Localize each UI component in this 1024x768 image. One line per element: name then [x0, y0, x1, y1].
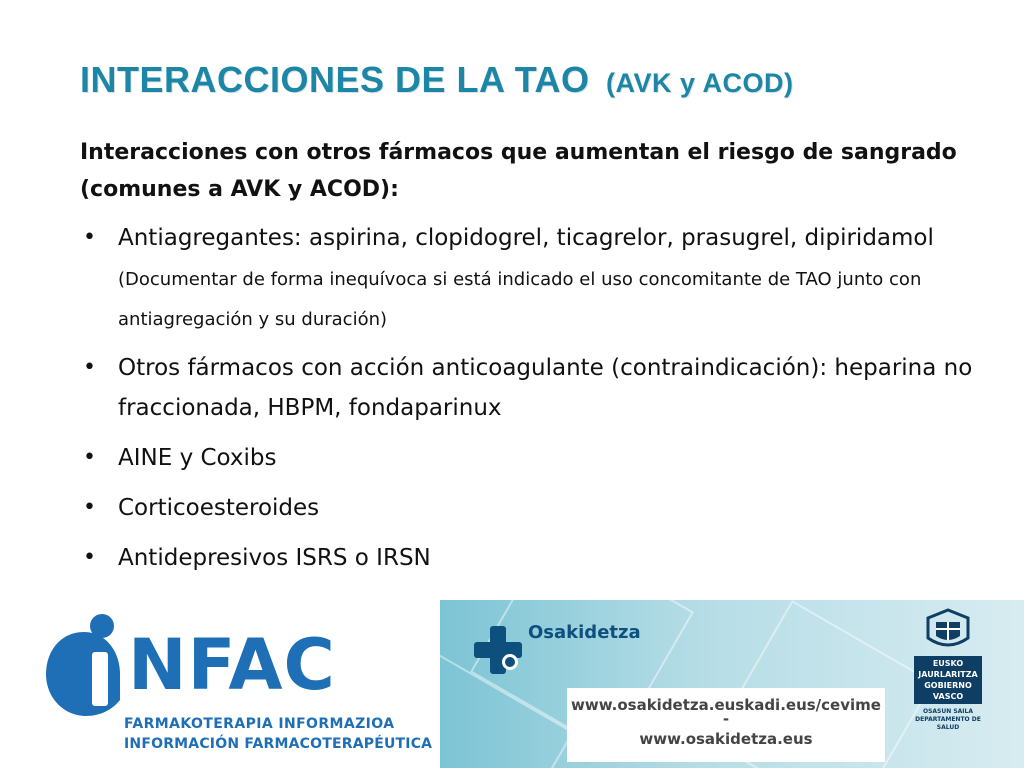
bullet-list [80, 218, 980, 578]
infac-wordmark: NFAC [128, 624, 336, 706]
bullet-text: Antiagregantes: aspirina, clopidogrel, ticagrelor, prasugrel, dipiridamol [118, 225, 934, 251]
bullet-marker: • [83, 495, 96, 520]
gobierno-vasco-label [914, 656, 982, 704]
bullet-marker: • [83, 355, 96, 380]
infac-tagline-es: INFORMACIÓN FARMACOTERAPÉUTICA [124, 736, 433, 752]
slide-title [80, 58, 1000, 105]
infac-i-icon [44, 612, 124, 722]
gv-dept-es: DEPARTAMENTO DE SALUD [915, 716, 981, 731]
bullet-corticoesteroides [80, 488, 980, 528]
gobierno-vasco-logo [908, 608, 988, 748]
bullet-aine [80, 438, 980, 478]
url-osakidetza[interactable]: www.osakidetza.eus [639, 730, 813, 748]
gv-dept-eu: OSASUN SAILA [922, 708, 974, 715]
slide-title-sub: (AVK y ACOD) [606, 68, 794, 98]
infac-logo [44, 612, 433, 760]
bullet-marker: • [83, 545, 96, 570]
bullet-text: AINE y Coxibs [118, 445, 277, 471]
osakidetza-cross-icon [470, 622, 526, 678]
bullet-antidepresivos [80, 538, 980, 578]
osakidetza-name: Osakidetza [528, 622, 641, 643]
infac-tagline-eu: FARMAKOTERAPIA INFORMAZIOA [124, 716, 395, 732]
bullet-note: (Documentar de forma inequívoca si está indicado el uso concomitante de TAO junto con antiagregación y su duración) [118, 269, 922, 330]
bullet-marker: • [83, 225, 96, 250]
slide-content [80, 134, 980, 588]
slide-title-main: INTERACCIONES DE LA TAO [80, 59, 590, 100]
url-cevime[interactable]: www.osakidetza.euskadi.eus/cevime [571, 696, 881, 714]
bullet-anticoagulantes [80, 348, 980, 428]
bullet-text: Otros fármacos con acción anticoagulante (contraindicación): heparina no fraccionada, HBPM, fondaparinux [118, 355, 973, 421]
bullet-antiagregantes [80, 218, 980, 338]
gobierno-vasco-crest-icon [916, 608, 980, 652]
intro-text: Interacciones con otros fármacos que aumentan el riesgo de sangrado (comunes a AVK y ACOD): [80, 140, 957, 202]
bullet-text: Antidepresivos ISRS o IRSN [118, 545, 431, 571]
gv-line-eu: EUSKO JAURLARITZA [918, 659, 978, 679]
url-separator: - [722, 710, 730, 728]
bullet-text: Corticoesteroides [118, 495, 320, 521]
url-box [567, 688, 885, 762]
bullet-marker: • [83, 445, 96, 470]
gv-department [908, 708, 988, 732]
gv-line-es: GOBIERNO VASCO [924, 681, 972, 701]
